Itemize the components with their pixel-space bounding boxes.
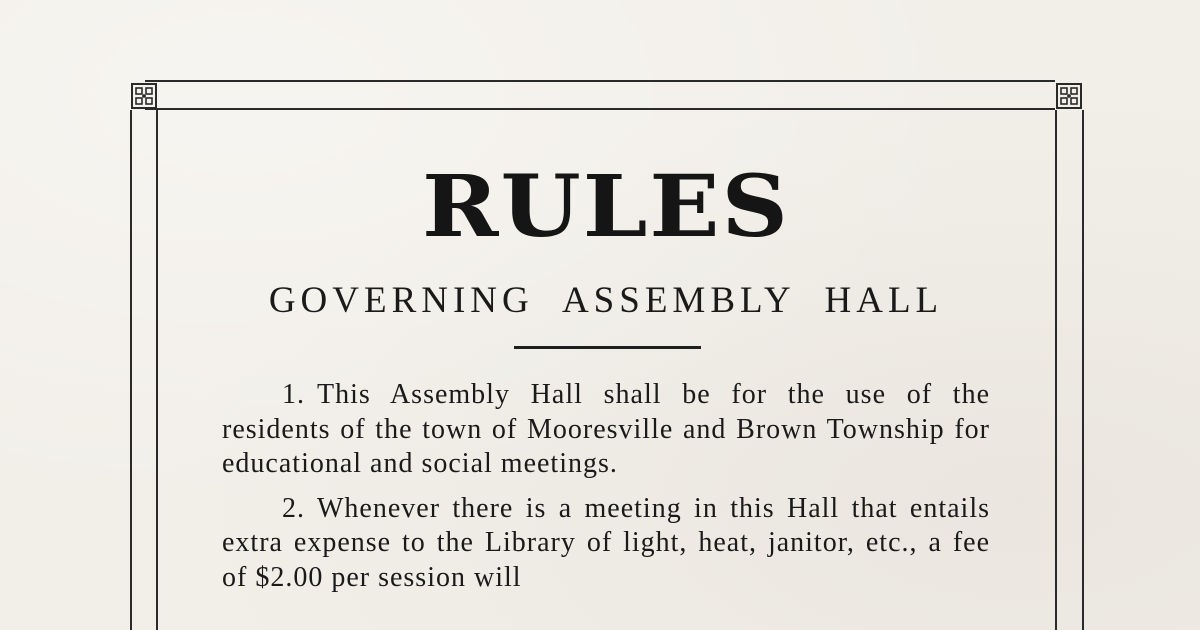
rules-list: [222, 378, 990, 605]
rule-item: [222, 378, 990, 482]
corner-ornament-icon: [1056, 83, 1082, 109]
rule-number: 2.: [282, 492, 305, 524]
divider: [514, 346, 701, 349]
page-subtitle: GOVERNING ASSEMBLY HALL: [268, 280, 944, 321]
border-top-outer: [145, 80, 1055, 82]
page-title: RULES: [422, 155, 790, 257]
rule-item: [222, 492, 990, 596]
rule-number: 1.: [282, 379, 305, 410]
corner-ornament-icon: [131, 83, 157, 109]
border-top-inner: [145, 108, 1055, 110]
rule-text: This Assembly Hall shall be for the use of the residents of the town of Mooresville and Brown Township for educational and social meetings.: [222, 379, 990, 479]
rule-text: Whenever there is a meeting in this Hall that entails extra expense to the Library of light, heat, janitor, etc., a fee of $2.00 per session will: [222, 492, 990, 593]
